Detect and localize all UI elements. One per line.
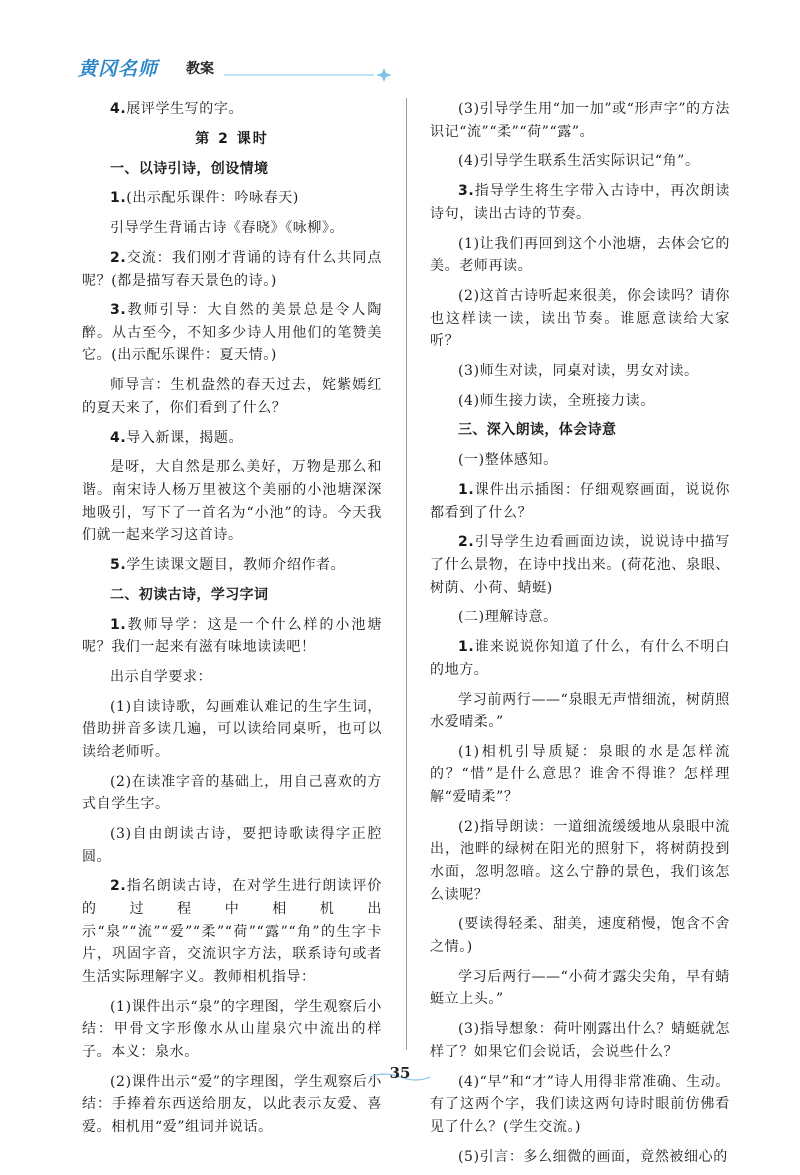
paragraph bbox=[430, 150, 730, 173]
paragraph-text: 师导言：生机盎然的春天过去，姹紫嫣红的夏天来了，你们看到了什么？ bbox=[82, 377, 382, 416]
paragraph-text: (4)引导学生联系生活实际识记“角”。 bbox=[458, 153, 700, 170]
paragraph-text: (5)引言：多么细微的画面，竟然被细心的 bbox=[458, 1148, 728, 1165]
item-number: 5. bbox=[110, 556, 127, 573]
paragraph bbox=[430, 689, 730, 734]
column-divider bbox=[406, 98, 407, 1050]
paragraph-text: (2)在读准字音的基础上，用自己喜欢的方式自学生字。 bbox=[82, 773, 382, 813]
item-number: 1. bbox=[110, 190, 127, 207]
header-decoration-line bbox=[224, 67, 404, 83]
paragraph bbox=[82, 427, 382, 450]
paragraph-text: (1)自读诗歌，勾画难认难记的生字生词，借助拼音多读几遍，可以读给同桌听，也可以读给老师听。 bbox=[82, 698, 382, 760]
paragraph bbox=[82, 217, 382, 240]
section-heading: 二、初读古诗，学习字词 bbox=[110, 586, 269, 603]
paragraph bbox=[82, 696, 382, 764]
paragraph-text: (1)让我们再回到这个小池塘，去体会它的美。老师再读。 bbox=[430, 235, 730, 275]
paragraph-text: (4)师生接力读，全班接力读。 bbox=[458, 392, 655, 409]
paragraph bbox=[82, 98, 382, 121]
paragraph-text: 教师导学：这是一个什么样的小池塘呢？我们一起来有滋有味地读读吧！ bbox=[82, 616, 382, 656]
item-number: 4. bbox=[110, 101, 127, 117]
section-heading: 一、以诗引诗，创设情境 bbox=[110, 160, 269, 177]
paragraph-text: (2)指导朗读：一道细流缓缓地从泉眼中流出，池畔的绿树在阳光的照射下，将树荫投到水面，忽明忽暗。这么宁静的景色，我们该怎么读呢？ bbox=[430, 818, 730, 903]
paragraph-text: (3)师生对读，同桌对读，男女对读。 bbox=[458, 362, 699, 379]
paragraph bbox=[82, 771, 382, 816]
header-subtitle: 教案 bbox=[186, 61, 214, 77]
item-number: 2. bbox=[458, 534, 475, 551]
paragraph-text: 谁来说说你知道了什么，有什么不明白的地方。 bbox=[430, 639, 730, 678]
paragraph bbox=[430, 741, 730, 809]
page-number: 35 bbox=[389, 1064, 411, 1082]
paragraph bbox=[430, 449, 730, 472]
item-number: 4. bbox=[110, 429, 127, 446]
paragraph-text: (4)“早”和“才”诗人用得非常准确、生动。有了这两个字，我们读这两句诗时眼前仿佛看见了什么？(学生交流。) bbox=[430, 1073, 730, 1135]
paragraph-text: (二)理解诗意。 bbox=[458, 609, 558, 626]
item-number: 3. bbox=[458, 183, 475, 200]
paragraph-text: (2)这首古诗听起来很美，你会读吗？请你也这样读一读，读出节奏。谁愿意读给大家听？ bbox=[430, 287, 730, 350]
section-heading: 第 2 课时 bbox=[195, 130, 269, 147]
right-column bbox=[430, 98, 730, 1175]
paragraph bbox=[430, 636, 730, 681]
paragraph bbox=[82, 456, 382, 546]
paragraph-text: (1)课件出示“泉”的字理图，学生观察后小结：甲骨文字形像水从山崖泉穴中流出的样子。本义：泉水。 bbox=[82, 998, 382, 1060]
paragraph bbox=[82, 247, 382, 292]
paragraph bbox=[82, 666, 382, 689]
paragraph bbox=[430, 966, 730, 1011]
paragraph bbox=[430, 233, 730, 278]
paragraph-text: 导入新课，揭题。 bbox=[126, 429, 244, 446]
paragraph-text: 展评学生写的字。 bbox=[126, 101, 244, 117]
paragraph bbox=[82, 823, 382, 868]
paragraph-text: 学习后两行——“小荷才露尖尖角，早有蜻蜓立上头。” bbox=[430, 968, 730, 1008]
paragraph-text: (要读得轻柔、甜美，速度稍慢，饱含不舍之情。) bbox=[430, 916, 730, 955]
paragraph bbox=[82, 875, 382, 988]
paragraph bbox=[82, 554, 382, 577]
brand-logo-text: 黄冈名师 bbox=[78, 58, 159, 80]
paragraph bbox=[430, 390, 730, 413]
paragraph-text: (3)自由朗读古诗，要把诗歌读得字正腔圆。 bbox=[82, 826, 382, 865]
left-column bbox=[82, 98, 382, 1146]
paragraph bbox=[430, 360, 730, 383]
sparkle-icon bbox=[376, 68, 392, 82]
paragraph bbox=[430, 1018, 730, 1063]
item-number: 2. bbox=[110, 249, 127, 266]
paragraph bbox=[430, 180, 730, 225]
paragraph-text: 出示自学要求： bbox=[110, 668, 213, 685]
paragraph bbox=[430, 816, 730, 906]
paragraph bbox=[430, 606, 730, 629]
paragraph-text: 课件出示插图：仔细观察画面，说说你都看到了什么？ bbox=[430, 482, 730, 521]
paragraph bbox=[430, 285, 730, 353]
paragraph-text: 交流：我们刚才背诵的诗有什么共同点呢？(都是描写春天景色的诗。) bbox=[82, 249, 382, 289]
paragraph bbox=[82, 614, 382, 659]
paragraph-text: 指导学生将生字带入古诗中，再次朗读诗句，读出古诗的节奏。 bbox=[430, 183, 730, 222]
item-number: 1. bbox=[458, 639, 475, 656]
paragraph bbox=[430, 1146, 730, 1169]
paragraph bbox=[82, 299, 382, 367]
paragraph bbox=[82, 374, 382, 419]
paragraph bbox=[430, 479, 730, 524]
paragraph-text: 学生读课文题目，教师介绍作者。 bbox=[126, 556, 346, 573]
paragraph-text: (3)指导想象：荷叶刚露出什么？蜻蜓就怎样了？如果它们会说话，会说些什么？ bbox=[430, 1021, 730, 1060]
paragraph-text: (2)课件出示“爱”的字理图，学生观察后小结：手捧着东西送给朋友，以此表示友爱、喜爱。相机用“爱”组词并说话。 bbox=[82, 1073, 382, 1135]
paragraph-text: (3)引导学生用“加一加”或“形声字”的方法识记“流”“柔”“荷”“露”。 bbox=[430, 101, 730, 140]
paragraph bbox=[82, 996, 382, 1064]
paragraph-text: 指名朗读古诗，在对学生进行朗读评价的过程中相机出示“泉”“流”“爱”“柔”“荷”“露”“角”的生字卡片，巩固字音，交流识字方法，联系诗句或者生活实际理解字义。教师相机指导： bbox=[82, 878, 382, 985]
paragraph-text: 是呀，大自然是那么美好，万物是那么和谐。南宋诗人杨万里被这个美丽的小池塘深深地吸引，写下了一首名为“小池”的诗。今天我们就一起来学习这首诗。 bbox=[82, 459, 382, 544]
paragraph bbox=[430, 531, 730, 599]
paragraph bbox=[430, 98, 730, 143]
paragraph bbox=[82, 187, 382, 210]
paragraph-text: 引导学生背诵古诗《春晓》《咏柳》。 bbox=[110, 220, 345, 237]
paragraph-text: (1)相机引导质疑：泉眼的水是怎样流的？“惜”是什么意思？谁舍不得谁？怎样理解“爱晴柔”？ bbox=[430, 743, 730, 806]
paragraph-text: 教师引导：大自然的美景总是令人陶醉。从古至今，不知多少诗人用他们的笔赞美它。(出示配乐课件：夏天情。) bbox=[82, 302, 382, 364]
paragraph-text: 引导学生边看画面边读，说说诗中描写了什么景物，在诗中找出来。(荷花池、泉眼、树荫、小荷、蜻蜓) bbox=[430, 534, 730, 596]
paragraph-text: 学习前两行——“泉眼无声惜细流，树荫照水爱晴柔。” bbox=[430, 691, 730, 731]
item-number: 1. bbox=[110, 616, 127, 633]
page-header bbox=[78, 54, 408, 88]
paragraph-text: (一)整体感知。 bbox=[458, 452, 558, 469]
section-heading: 三、深入朗读，体会诗意 bbox=[458, 422, 617, 439]
item-number: 1. bbox=[458, 482, 475, 498]
item-number: 2. bbox=[110, 878, 127, 895]
item-number: 3. bbox=[110, 302, 127, 319]
paragraph-text: (出示配乐课件：吟咏春天) bbox=[126, 190, 299, 207]
paragraph bbox=[430, 913, 730, 958]
